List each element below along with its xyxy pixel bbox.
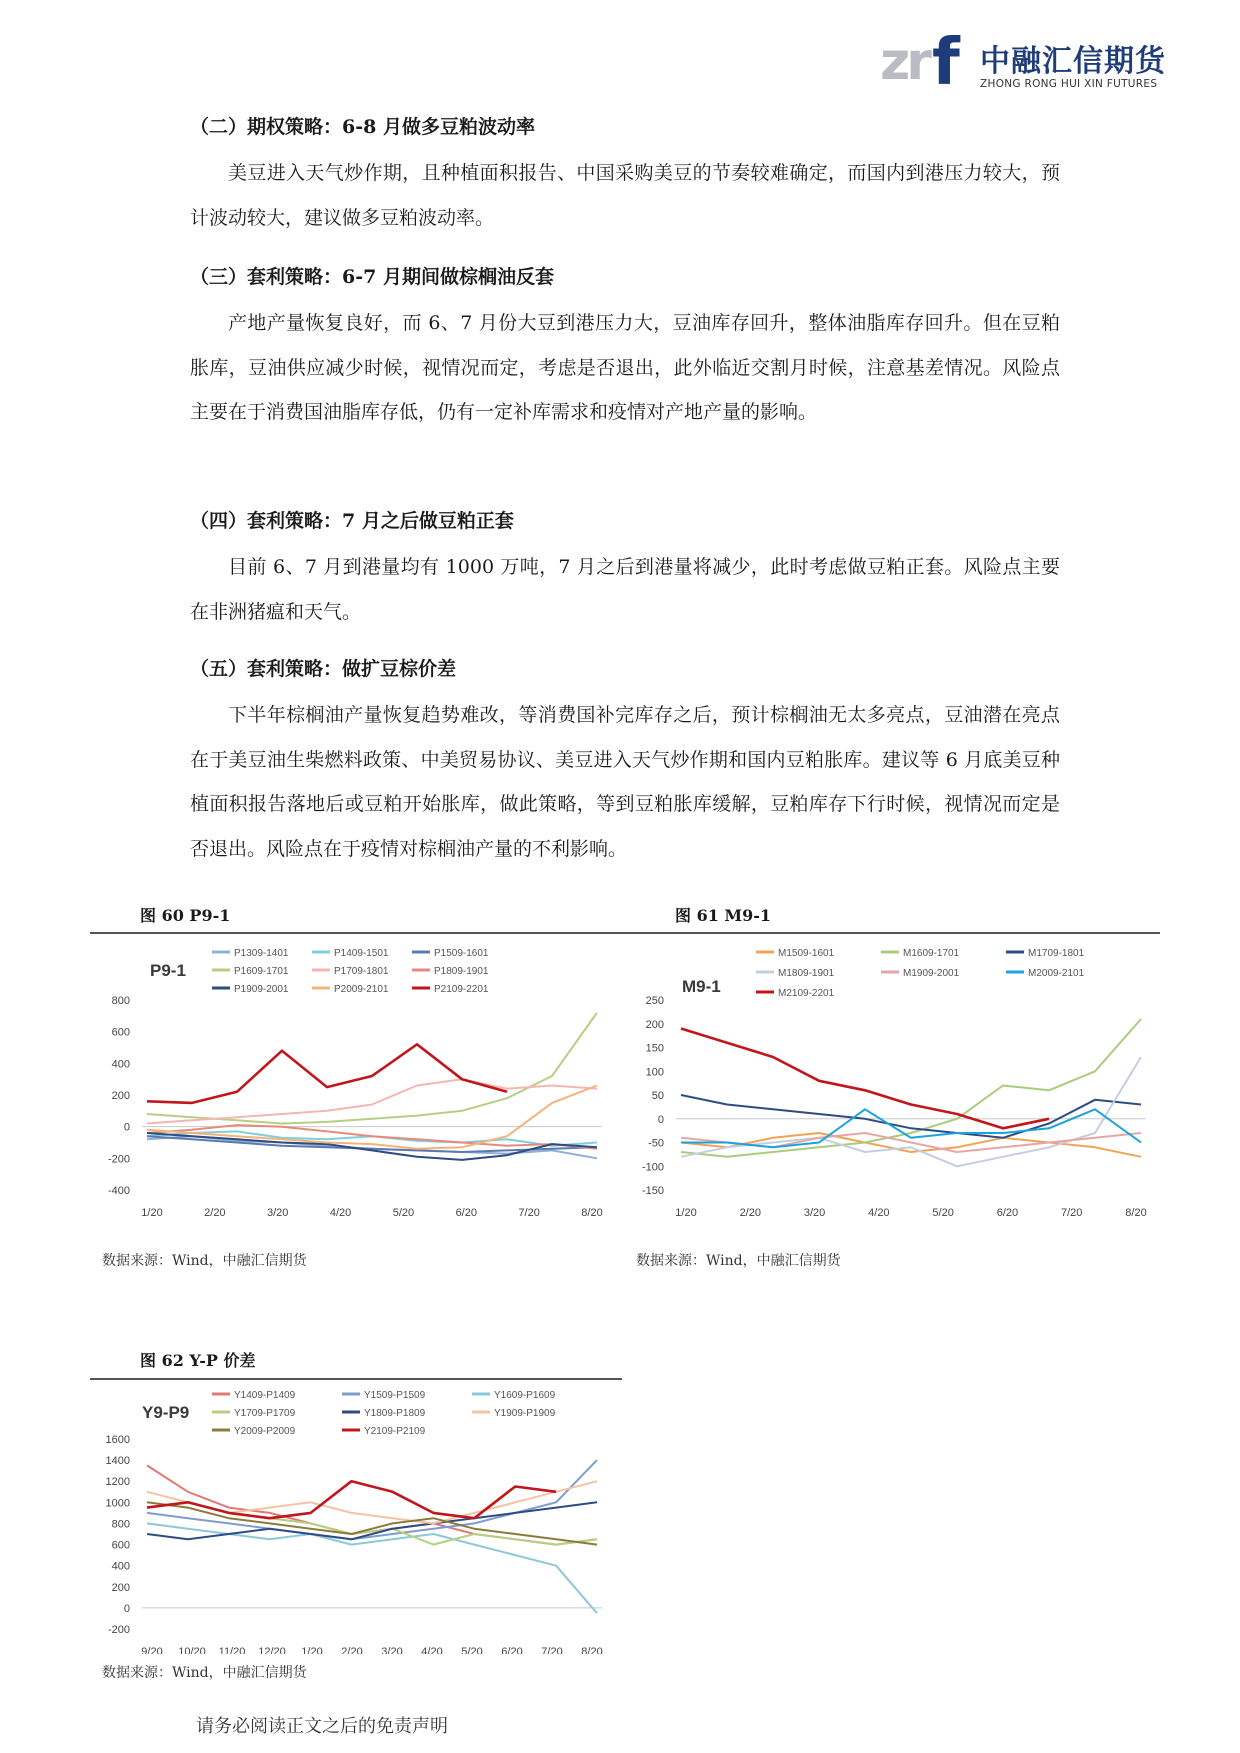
y-tick-label: -400: [107, 1185, 130, 1197]
section-heading-palm-reverse: （三）套利策略：6-7 月期间做棕榈油反套: [190, 266, 554, 288]
disclaimer-footer: 请务必阅读正文之后的免责声明: [196, 1716, 448, 1737]
chart-p9-1: [92, 940, 612, 1240]
x-tick-label: 9/20: [141, 1646, 163, 1654]
y-tick-label: 1600: [105, 1434, 130, 1446]
y-tick-label: 1200: [105, 1476, 130, 1489]
chart-svg: [92, 940, 612, 1240]
legend-label-p2009-2101: P2009-2101: [334, 984, 389, 995]
y-tick-label: 100: [645, 1066, 664, 1079]
y-tick-label: 0: [657, 1113, 664, 1126]
figure-62-source: 数据来源：Wind，中融汇信期货: [102, 1665, 307, 1681]
figure-62-caption: 图 62 Y-P 价差: [140, 1351, 256, 1370]
x-tick-label: 6/20: [501, 1646, 523, 1654]
logo-name-cn: 中融汇信期货: [980, 44, 1166, 79]
legend-label-p1809-1901: P1809-1901: [434, 966, 489, 977]
x-tick-label: 5/20: [392, 1207, 415, 1219]
y-tick-label: 1000: [105, 1497, 130, 1510]
figure-61-source: 数据来源：Wind，中融汇信期货: [636, 1253, 841, 1269]
legend-label-y2009-p2009: Y2009-P2009: [234, 1426, 296, 1437]
company-logo: [880, 26, 1180, 100]
x-tick-label: 7/20: [518, 1207, 540, 1219]
x-tick-label: 8/20: [1125, 1207, 1147, 1219]
x-tick-label: 8/20: [581, 1646, 603, 1654]
section-heading-spread: （五）套利策略：做扩豆棕价差: [190, 658, 457, 680]
x-tick-label: 12/20: [258, 1646, 286, 1654]
x-tick-label: 2/20: [341, 1646, 363, 1654]
x-tick-label: 4/20: [329, 1207, 352, 1219]
section-heading-options: （二）期权策略：6-8 月做多豆粕波动率: [190, 116, 535, 138]
legend-label-y1409-p1409: Y1409-P1409: [234, 1390, 296, 1401]
series-line-y1509-p1509: [147, 1460, 597, 1539]
figure-61-caption: 图 61 M9-1: [675, 906, 772, 925]
section-body-options: 美豆进入天气炒作期，且种植面积报告、中国采购美豆的节奏较难确定，而国内到港压力较大，预计波动较大，建议做多豆粕波动率。: [190, 162, 1060, 229]
x-tick-label: 7/20: [541, 1646, 563, 1654]
chart-m9-1: [626, 940, 1156, 1240]
x-tick-label: 2/20: [204, 1207, 226, 1219]
legend-label-y1909-p1909: Y1909-P1909: [494, 1408, 556, 1419]
x-tick-label: 1/20: [675, 1207, 697, 1219]
y-tick-label: 800: [111, 1518, 130, 1531]
y-tick-label: 800: [111, 995, 130, 1007]
chart-title: M9-1: [682, 977, 721, 996]
x-tick-label: 1/20: [141, 1207, 163, 1219]
y-tick-label: 600: [111, 1539, 130, 1552]
y-tick-label: 1400: [105, 1455, 130, 1468]
section-body-spread: 下半年棕榈油产量恢复趋势难改，等消费国补完库存之后，预计棕榈油无太多亮点，豆油潜在亮点在于美豆油生柴燃料政策、中美贸易协议、美豆进入天气炒作期和国内豆粕胀库。建议等 6 月底美豆种植面积报告落地后或豆粕开始胀库，做此策略，等到豆粕胀库缓解，豆粕库存下行时候，视情况而定是否退出。风险点在于疫情对棕榈油产量的不利影响。: [190, 704, 1060, 860]
section-heading-meal-forward: （四）套利策略：7 月之后做豆粕正套: [190, 510, 514, 532]
y-tick-label: -100: [641, 1161, 664, 1174]
y-tick-label: 400: [111, 1560, 130, 1573]
series-line-p1709-1801: [147, 1079, 597, 1123]
chart-y9-p9: [92, 1384, 612, 1654]
legend-label-p1709-1801: P1709-1801: [334, 966, 389, 977]
y-tick-label: 200: [645, 1018, 664, 1031]
y-tick-label: 200: [111, 1090, 130, 1102]
x-tick-label: 10/20: [178, 1646, 206, 1654]
x-tick-label: 7/20: [1061, 1207, 1083, 1219]
x-tick-label: 6/20: [455, 1207, 477, 1219]
legend-label-y1509-p1509: Y1509-P1509: [364, 1390, 426, 1401]
figure-61-rule: [622, 932, 1160, 934]
section-body-palm-reverse: 产地产量恢复良好，而 6、7 月份大豆到港压力大，豆油库存回升，整体油脂库存回升。但在豆粕胀库，豆油供应减少时候，视情况而定，考虑是否退出，此外临近交割月时候，注意基差情况。风险点主要在于消费国油脂库存低，仍有一定补库需求和疫情对产地产量的影响。: [190, 312, 1060, 423]
x-tick-label: 3/20: [267, 1207, 289, 1219]
legend-label-p1909-2001: P1909-2001: [234, 984, 289, 995]
x-tick-label: 1/20: [301, 1646, 323, 1654]
series-line-m2109-2201: [681, 1029, 1049, 1129]
chart-svg: [626, 940, 1156, 1240]
series-line-p2109-2201: [147, 1044, 507, 1103]
y-tick-label: -150: [641, 1185, 664, 1197]
logo-name-en: ZHONG RONG HUI XIN FUTURES: [980, 78, 1158, 90]
x-tick-label: 5/20: [932, 1207, 954, 1219]
y-tick-label: -200: [107, 1153, 130, 1166]
legend-label-p1509-1601: P1509-1601: [434, 948, 489, 959]
x-tick-label: 8/20: [581, 1207, 603, 1219]
chart-title: P9-1: [150, 961, 186, 980]
series-line-m1709-1801: [681, 1095, 1141, 1138]
legend-label-m2109-2201: M2109-2201: [778, 988, 835, 999]
y-tick-label: -200: [107, 1624, 130, 1636]
legend-label-p1309-1401: P1309-1401: [234, 948, 289, 959]
figure-60-source: 数据来源：Wind，中融汇信期货: [102, 1253, 307, 1269]
y-tick-label: 400: [111, 1058, 130, 1071]
x-tick-label: 3/20: [803, 1207, 826, 1219]
x-tick-label: 2/20: [739, 1207, 761, 1219]
x-tick-label: 5/20: [461, 1646, 483, 1654]
legend-label-p2109-2201: P2109-2201: [434, 984, 489, 995]
figure-60-rule: [90, 932, 622, 934]
series-line-p1309-1401: [147, 1136, 597, 1158]
y-tick-label: 250: [645, 995, 664, 1007]
y-tick-label: 150: [645, 1042, 664, 1055]
y-tick-label: -50: [648, 1137, 664, 1150]
logo-mark-f: f: [932, 26, 960, 100]
x-tick-label: 4/20: [868, 1207, 890, 1219]
x-tick-label: 11/20: [218, 1646, 246, 1654]
y-tick-label: 600: [111, 1026, 130, 1039]
legend-label-y2109-p2109: Y2109-P2109: [364, 1426, 426, 1437]
legend-label-m1509-1601: M1509-1601: [778, 948, 835, 959]
logo-mark-zr: zr: [880, 32, 928, 92]
legend-label-y1809-p1809: Y1809-P1809: [364, 1408, 426, 1419]
legend-label-m1809-1901: M1809-1901: [778, 968, 835, 979]
x-tick-label: 3/20: [381, 1646, 403, 1654]
y-tick-label: 0: [123, 1121, 130, 1134]
legend-label-m1909-2001: M1909-2001: [903, 968, 960, 979]
series-line-p1609-1701: [147, 1013, 597, 1124]
legend-label-y1709-p1709: Y1709-P1709: [234, 1408, 296, 1419]
series-line-m1609-1701: [681, 1019, 1141, 1157]
figure-62-rule: [90, 1378, 622, 1380]
legend-label-m1609-1701: M1609-1701: [903, 948, 960, 959]
chart-title: Y9-P9: [142, 1403, 190, 1422]
y-tick-label: 0: [123, 1602, 130, 1615]
x-tick-label: 4/20: [421, 1646, 443, 1654]
legend-label-m1709-1801: M1709-1801: [1028, 948, 1085, 959]
y-tick-label: 200: [111, 1581, 130, 1594]
legend-label-p1609-1701: P1609-1701: [234, 966, 289, 977]
figure-60-caption: 图 60 P9-1: [140, 906, 231, 925]
section-body-meal-forward: 目前 6、7 月到港量均有 1000 万吨，7 月之后到港量将减少，此时考虑做豆粕正套。风险点主要在非洲猪瘟和天气。: [190, 556, 1060, 623]
legend-label-m2009-2101: M2009-2101: [1028, 968, 1085, 979]
legend-label-p1409-1501: P1409-1501: [334, 948, 389, 959]
x-tick-label: 6/20: [996, 1207, 1019, 1219]
chart-svg: [92, 1384, 612, 1654]
legend-label-y1609-p1609: Y1609-P1609: [494, 1390, 556, 1401]
y-tick-label: 50: [651, 1090, 664, 1102]
